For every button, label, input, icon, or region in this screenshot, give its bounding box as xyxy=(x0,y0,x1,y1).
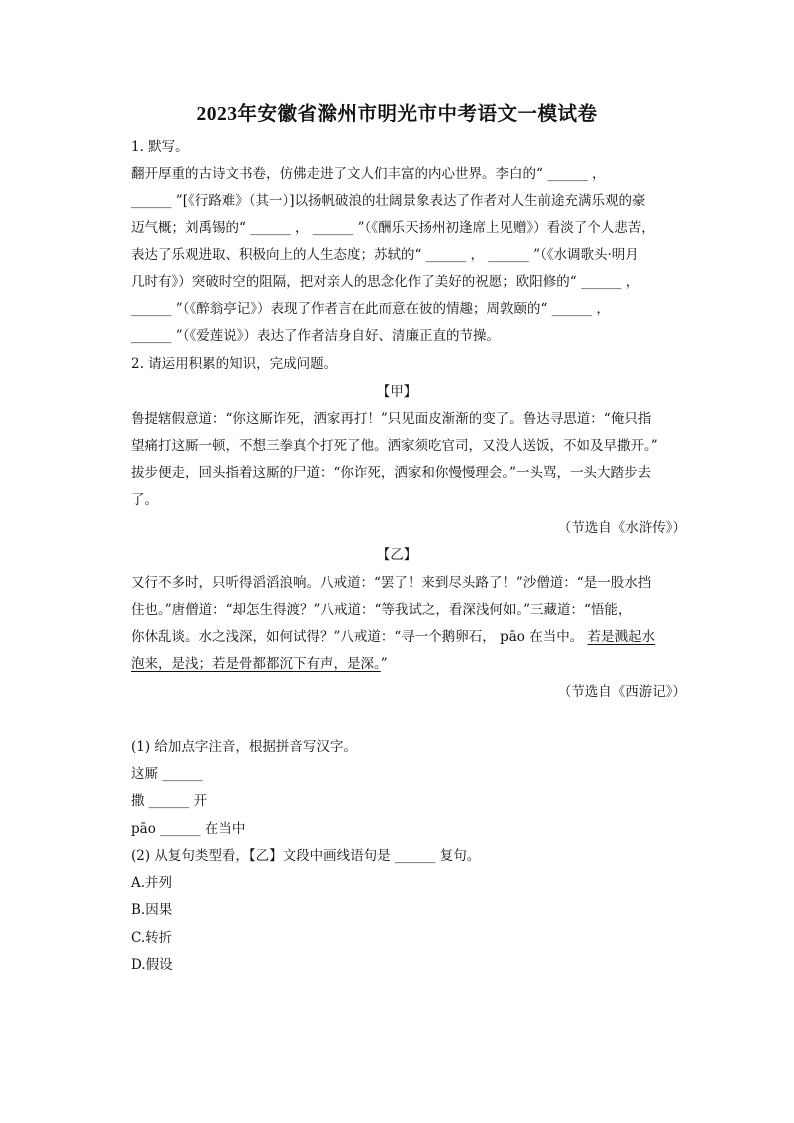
passage-yi-line xyxy=(131,655,388,673)
option-d: D.假设 xyxy=(131,957,173,973)
sub2-prompt: (2) 从复句类型看，【乙】文段中画线语句是 ______ 复句。 xyxy=(131,848,481,864)
option-a: A.并列 xyxy=(131,875,173,891)
passage-jia-source: （节选自《水浒传》） xyxy=(557,520,686,536)
sub1-item: pāo ______ 在当中 xyxy=(131,821,246,837)
q1-heading: 1. 默写。 xyxy=(131,139,189,155)
passage-yi-source: （节选自《西游记》） xyxy=(557,684,686,700)
q1-line: ______ ”（《醉翁亭记》）表现了作者言在此而意在彼的情趣；周敦颐的“ ______ ， xyxy=(131,301,610,317)
q1-line: ______ ”（《爱莲说》）表达了作者洁身自好、清廉正直的节操。 xyxy=(131,328,500,344)
passage-yi-line: 住也。”唐僧道：“却怎生得渡？”八戒道：“等我试之，看深浅何如。”三藏道：“悟能， xyxy=(131,602,632,618)
q1-line: 迈气概；刘禹锡的“ ______ ， ______ ”（《酬乐天扬州初逢席上见赠》）看淡了个人悲苦， xyxy=(131,220,655,236)
sub1-item: 撒 ______ 开 xyxy=(131,793,208,809)
passage-jia-line: 了。 xyxy=(131,492,158,508)
passage-yi-line xyxy=(131,628,655,646)
passage-yi-label: 【乙】 xyxy=(376,547,418,563)
option-b: B.因果 xyxy=(131,902,173,918)
q1-line: ______ ”[《行路难》（其一）]以扬帆破浪的壮阔景象表达了作者对人生前途充满乐观的豪 xyxy=(131,193,646,209)
q2-heading: 2. 请运用积累的知识，完成问题。 xyxy=(131,356,338,372)
passage-jia-line: 鲁提辖假意道：“你这厮诈死，洒家再打！”只见面皮渐渐的变了。鲁达寻思道：“俺只指 xyxy=(131,411,652,427)
q1-line: 翻开厚重的古诗文书卷，仿佛走进了文人们丰富的内心世界。李白的“ ______ ， xyxy=(131,166,606,182)
page-title: 2023年安徽省滁州市明光市中考语文一模试卷 xyxy=(196,104,598,125)
passage-yi-line: 又行不多时，只听得滔滔浪响。八戒道：“罢了！来到尽头路了！”沙僧道：“是一股水挡 xyxy=(131,575,652,591)
passage-jia-line: 拔步便走，回头指着这厮的尸道：“你诈死，洒家和你慢慢理会。”一头骂，一头大踏步去 xyxy=(131,465,652,481)
sub1-item: 这厮 ______ xyxy=(131,766,203,782)
passage-jia-line: 望痛打这厮一顿，不想三拳真个打死了他。洒家须吃官司，又没人送饭，不如及早撒开。” xyxy=(131,438,658,454)
underlined-sentence: 泡来，是浅；若是骨都都沉下有声，是深。 xyxy=(131,656,381,672)
q1-line: 几时有》）突破时空的阻隔，把对亲人的思念化作了美好的祝愿；欧阳修的“ ______ ， xyxy=(131,274,640,290)
underlined-sentence: 若是溅起水 xyxy=(587,629,655,645)
passage-yi-text: 你休乱谈。水之浅深，如何试得？”八戒道：“寻一个鹅卵石， pāo 在当中。 xyxy=(131,629,588,645)
passage-yi-text: ” xyxy=(380,656,388,672)
option-c: C.转折 xyxy=(131,930,173,946)
sub1-prompt: (1) 给加点字注音，根据拼音写汉字。 xyxy=(131,739,357,755)
passage-jia-label: 【甲】 xyxy=(376,384,418,400)
q1-line: 表达了乐观进取、积极向上的人生态度；苏轼的“ ______ ， ______ ”（《水调歌头·明月 xyxy=(131,247,639,263)
